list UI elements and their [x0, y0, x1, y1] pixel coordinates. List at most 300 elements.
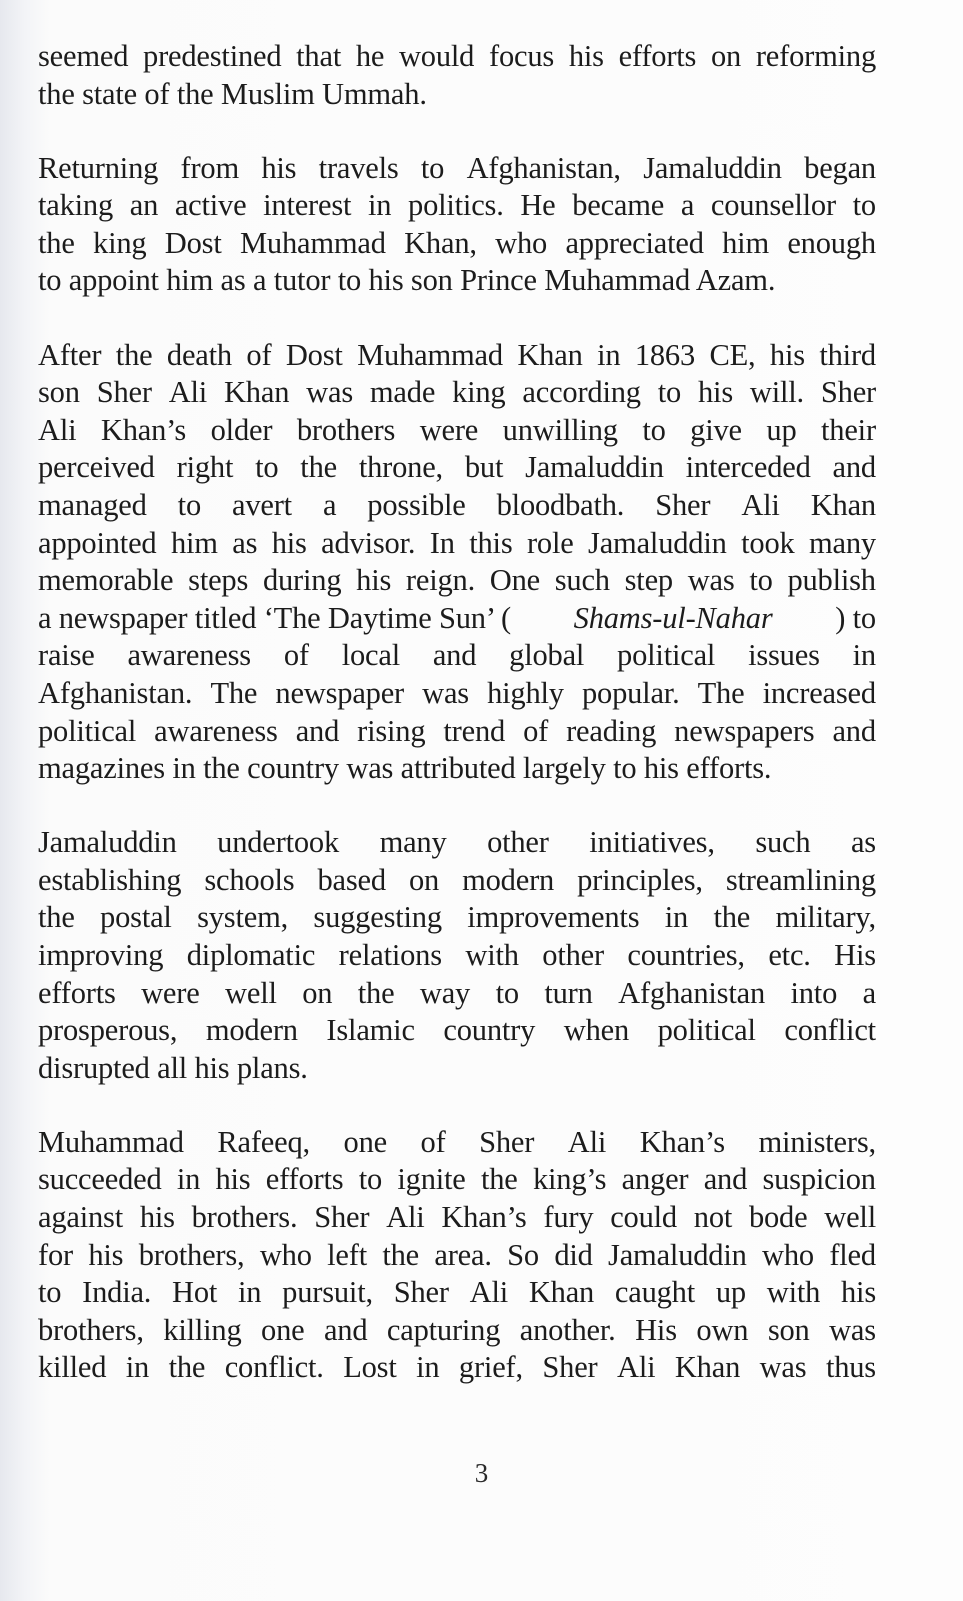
word: Jamaluddin	[38, 825, 177, 860]
text-line	[38, 412, 876, 450]
word: Sher	[655, 487, 711, 522]
word: his	[215, 1162, 251, 1197]
word: focus	[489, 39, 555, 73]
word: avert	[231, 487, 292, 522]
word: the	[300, 450, 337, 485]
word: many	[379, 825, 447, 860]
word: fled	[829, 1237, 876, 1272]
word: relations	[338, 937, 442, 972]
word: an	[129, 188, 159, 223]
word: turn	[544, 975, 593, 1010]
word: Rafeeq,	[217, 1124, 310, 1159]
word: one	[343, 1124, 387, 1159]
word: would	[398, 39, 475, 73]
word: capturing	[386, 1312, 501, 1347]
text-line	[38, 487, 876, 525]
text-line-segment: ) to	[835, 600, 876, 635]
word: brothers.	[191, 1200, 298, 1235]
word: newspapers	[674, 713, 815, 748]
word: ignite	[397, 1162, 466, 1197]
word: Khan,	[404, 225, 477, 260]
word: his	[139, 1200, 175, 1235]
word: initiatives,	[589, 825, 715, 860]
text-line	[38, 937, 876, 975]
word: country	[443, 1013, 536, 1048]
word: based	[317, 862, 386, 897]
word: other	[542, 937, 604, 972]
text-line	[38, 1274, 876, 1312]
word: for	[38, 1237, 73, 1272]
word: his	[841, 1275, 876, 1310]
word: perceived	[38, 450, 155, 485]
page-number: 3	[474, 1458, 489, 1488]
word: left	[327, 1237, 367, 1272]
word: Sher	[314, 1200, 370, 1235]
word: improvements	[467, 900, 640, 935]
word: and	[703, 1162, 748, 1197]
word: during	[262, 563, 342, 598]
word: postal	[100, 900, 172, 935]
word: travels	[318, 150, 399, 185]
word: who	[762, 1237, 814, 1272]
word: a	[322, 487, 337, 522]
word: not	[693, 1200, 733, 1235]
word: the	[382, 1237, 419, 1272]
text-line	[38, 449, 876, 487]
word: with	[465, 937, 519, 972]
word: into	[790, 975, 838, 1010]
word: Jamaluddin	[608, 1237, 747, 1272]
word: Returning	[38, 150, 159, 185]
word: right	[176, 450, 234, 485]
word: to	[177, 487, 201, 522]
word: could	[610, 1200, 677, 1235]
word: improving	[38, 937, 164, 972]
word: that	[296, 39, 342, 73]
word: as	[232, 525, 258, 560]
word: conflict.	[224, 1350, 324, 1385]
word: king	[93, 225, 147, 260]
word: took	[741, 525, 795, 560]
word: local	[341, 638, 400, 673]
word: according	[522, 375, 641, 410]
text-line	[38, 975, 876, 1013]
word: when	[563, 1013, 630, 1048]
word: suggesting	[313, 900, 442, 935]
word: establishing	[38, 862, 182, 897]
word: in	[176, 1162, 201, 1197]
word: made	[369, 375, 436, 410]
text-line	[38, 637, 876, 675]
text-line	[38, 337, 876, 375]
word: principles,	[577, 862, 703, 897]
word: in	[664, 900, 689, 935]
word: their	[821, 412, 876, 447]
word: and	[832, 713, 876, 748]
word: enough	[787, 225, 876, 260]
word: throne,	[358, 450, 443, 485]
word: to	[420, 150, 445, 185]
word: up	[766, 412, 797, 447]
word: Khan’s	[100, 412, 187, 447]
word: His	[834, 937, 876, 972]
word: political	[38, 713, 137, 748]
word: the	[115, 337, 153, 372]
word: in	[238, 1275, 262, 1310]
word: increased	[762, 675, 876, 710]
word: awareness	[127, 638, 251, 673]
word: such	[554, 563, 610, 598]
text-line	[38, 824, 876, 862]
word: began	[804, 150, 876, 185]
word: Muhammad	[38, 1124, 184, 1159]
word: global	[509, 638, 585, 673]
word: modern	[462, 862, 555, 897]
word: Khan	[517, 337, 583, 372]
word: his	[261, 150, 297, 185]
paragraph-4	[38, 824, 876, 1087]
word: Jamaluddin	[525, 450, 664, 485]
word: reforming	[755, 39, 876, 73]
word: other	[487, 825, 549, 860]
word: son	[767, 1312, 810, 1347]
word: one	[261, 1312, 305, 1347]
word: a	[680, 188, 695, 223]
word: his	[88, 1237, 124, 1272]
word: well	[225, 975, 277, 1010]
word: role	[526, 525, 574, 560]
word: memorable	[38, 563, 174, 598]
word: but	[464, 450, 504, 485]
word: this	[469, 525, 513, 560]
word: anger	[621, 1162, 689, 1197]
word: killed	[38, 1350, 107, 1385]
word: own	[696, 1312, 749, 1347]
word: efforts	[618, 39, 697, 73]
word: was	[759, 1350, 807, 1385]
word: against	[38, 1200, 123, 1235]
word: political	[617, 638, 716, 673]
word: Ali	[567, 1124, 607, 1159]
word: was	[422, 675, 469, 710]
text-line	[38, 562, 876, 600]
text-line	[38, 38, 876, 76]
text-line	[38, 675, 876, 713]
word: and	[432, 638, 477, 673]
word: The	[697, 675, 745, 710]
word: on	[710, 39, 742, 73]
text-line-segment: a newspaper titled ‘The Daytime Sun’ (	[38, 600, 511, 635]
word: issues	[748, 638, 820, 673]
word: his	[271, 525, 307, 560]
word: on	[408, 862, 440, 897]
word: interceded	[685, 450, 811, 485]
word: Ali	[617, 1350, 656, 1385]
word: in	[852, 638, 876, 673]
word: brothers	[296, 412, 396, 447]
word: Ali	[469, 1275, 509, 1310]
word: newspaper	[275, 675, 405, 710]
word: appointed	[38, 525, 157, 560]
paragraph-1	[38, 38, 876, 113]
word: Khan	[810, 487, 876, 522]
word: of	[523, 713, 549, 748]
word: system,	[197, 900, 289, 935]
word: many	[809, 525, 876, 560]
word: him	[722, 225, 769, 260]
text-line	[38, 225, 876, 263]
word: on	[302, 975, 333, 1010]
word: Islamic	[326, 1013, 415, 1048]
text-line	[38, 899, 876, 937]
word: king	[452, 375, 506, 410]
word: Jamaluddin	[643, 150, 782, 185]
text-line	[38, 1161, 876, 1199]
word: managed	[38, 487, 147, 522]
word: fury	[543, 1200, 594, 1235]
word: Jamaluddin	[588, 525, 727, 560]
word: diplomatic	[186, 937, 316, 972]
word: to	[358, 1162, 383, 1197]
word: active	[174, 188, 247, 223]
word: from	[180, 150, 240, 185]
word: the	[713, 900, 751, 935]
word: streamlining	[725, 862, 876, 897]
word: Ali	[741, 487, 780, 522]
word: and	[832, 450, 876, 485]
word: to	[642, 412, 666, 447]
word: the	[168, 1350, 206, 1385]
word: grief,	[458, 1350, 523, 1385]
word: Sher	[96, 375, 152, 410]
word: well	[824, 1200, 876, 1235]
word: in	[368, 188, 392, 223]
word: pursuit,	[282, 1275, 373, 1310]
word: Dost	[285, 337, 343, 372]
word: Khan’s	[441, 1200, 527, 1235]
word: interest	[263, 188, 352, 223]
word: and	[295, 713, 340, 748]
text-line-with-italic-title	[38, 600, 876, 638]
word: bode	[748, 1200, 808, 1235]
word: to	[255, 450, 279, 485]
word: He	[520, 188, 556, 223]
word: who	[495, 225, 548, 260]
word: Ali	[386, 1200, 425, 1235]
paragraph-3	[38, 337, 876, 788]
word: Hot	[172, 1275, 218, 1310]
word: was	[687, 563, 735, 598]
word: another.	[519, 1312, 616, 1347]
word: were	[141, 975, 200, 1010]
word: Khan	[674, 1350, 741, 1385]
paragraph-2	[38, 150, 876, 300]
word: son	[38, 375, 80, 410]
word: seemed	[38, 39, 129, 73]
word: in	[597, 337, 621, 372]
word: with	[766, 1275, 821, 1310]
word: Ali	[38, 412, 77, 447]
newspaper-title-italic: Shams-ul-Nahar	[573, 600, 773, 635]
word: the	[357, 975, 395, 1010]
text-line	[38, 150, 876, 188]
word: After	[38, 337, 102, 372]
book-page-body	[38, 38, 876, 1424]
word: will.	[749, 375, 804, 410]
word: taking	[38, 188, 114, 223]
word: in	[125, 1350, 150, 1385]
word: political	[657, 1013, 756, 1048]
text-line: disrupted all his plans.	[38, 1050, 308, 1085]
word: raise	[38, 638, 95, 673]
word: was	[306, 375, 353, 410]
word: to	[852, 188, 876, 223]
word: to	[495, 975, 519, 1010]
text-line	[38, 1237, 876, 1275]
word: Afghanistan	[618, 975, 766, 1010]
word: etc.	[768, 937, 811, 972]
word: countries,	[627, 937, 745, 972]
word: So	[507, 1237, 539, 1272]
word: Khan	[528, 1275, 595, 1310]
word: advisor.	[321, 525, 416, 560]
word: India.	[82, 1275, 152, 1310]
word: to	[38, 1275, 62, 1310]
text-line	[38, 862, 876, 900]
word: popular.	[581, 675, 680, 710]
word: give	[690, 412, 742, 447]
word: to	[657, 375, 682, 410]
word: thus	[825, 1350, 876, 1385]
word: his	[568, 39, 604, 73]
word: did	[554, 1237, 593, 1272]
word: reading	[566, 713, 657, 748]
word: the	[38, 900, 75, 935]
word: the	[38, 225, 75, 260]
word: Muhammad	[239, 225, 386, 260]
word: of	[420, 1124, 446, 1159]
word: Afghanistan.	[38, 675, 193, 710]
word: One	[489, 563, 540, 598]
text-line: the state of the Muslim Ummah.	[38, 76, 427, 111]
word: brothers,	[138, 1237, 245, 1272]
word: a	[862, 975, 876, 1010]
word: king’s	[532, 1162, 607, 1197]
word: conflict	[784, 1013, 876, 1048]
paragraph-5	[38, 1124, 876, 1387]
word: prosperous,	[38, 1013, 178, 1048]
word: were	[419, 412, 479, 447]
word: 1863	[634, 337, 696, 372]
word: Ali	[168, 375, 208, 410]
text-line	[38, 1124, 876, 1162]
word: older	[210, 412, 273, 447]
word: predestined	[143, 39, 282, 73]
word: trend	[443, 713, 506, 748]
word: bloodbath.	[496, 487, 625, 522]
word: possible	[367, 487, 466, 522]
word: highly	[487, 675, 564, 710]
word: area.	[434, 1237, 492, 1272]
word: steps	[188, 563, 249, 598]
word: brothers,	[38, 1312, 144, 1347]
word: in	[416, 1350, 440, 1385]
text-line: to appoint him as a tutor to his son Prince Muhammad Azam.	[38, 263, 776, 298]
text-line	[38, 1012, 876, 1050]
text-line	[38, 187, 876, 225]
word: Khan’s	[639, 1124, 725, 1159]
word: and	[323, 1312, 368, 1347]
word: The	[210, 675, 258, 710]
word: rising	[357, 713, 426, 748]
word: his	[769, 337, 805, 372]
word: of	[283, 638, 309, 673]
word: suspicion	[762, 1162, 876, 1197]
text-line: magazines in the country was attributed largely to his efforts.	[38, 751, 772, 786]
word: the	[480, 1162, 518, 1197]
word: military,	[775, 900, 876, 935]
word: caught	[614, 1275, 696, 1310]
word: Lost	[343, 1350, 397, 1385]
word: schools	[204, 862, 295, 897]
word: he	[355, 39, 385, 73]
word: to	[749, 563, 773, 598]
word: CE,	[709, 337, 756, 372]
word: step	[624, 563, 673, 598]
word: publish	[787, 563, 876, 598]
word: was	[829, 1312, 876, 1347]
word: killing	[163, 1312, 242, 1347]
word: politics.	[408, 188, 504, 223]
word: In	[429, 525, 455, 560]
word: Sher	[820, 375, 876, 410]
text-line	[38, 713, 876, 751]
text-line	[38, 1349, 876, 1387]
word: ministers,	[758, 1124, 876, 1159]
word: undertook	[217, 825, 340, 860]
text-line	[38, 1199, 876, 1237]
word: way	[419, 975, 471, 1010]
word: Afghanistan,	[466, 150, 621, 185]
word: efforts	[38, 975, 116, 1010]
word: Dost	[164, 225, 222, 260]
word: succeeded	[38, 1162, 162, 1197]
word: His	[635, 1312, 677, 1347]
word: Muhammad	[357, 337, 503, 372]
text-line	[38, 374, 876, 412]
word: as	[850, 825, 876, 860]
word: efforts	[265, 1162, 344, 1197]
word: his	[356, 563, 392, 598]
word: modern	[205, 1013, 298, 1048]
word: death	[166, 337, 232, 372]
word: of	[246, 337, 272, 372]
word: unwilling	[502, 412, 618, 447]
word: Sher	[393, 1275, 449, 1310]
text-line	[38, 525, 876, 563]
text-line	[38, 1312, 876, 1350]
word: Sher	[542, 1350, 598, 1385]
word: who	[259, 1237, 312, 1272]
word: up	[715, 1275, 746, 1310]
word: his	[698, 375, 733, 410]
word: third	[819, 337, 876, 372]
word: became	[572, 188, 665, 223]
word: him	[170, 525, 218, 560]
word: reign.	[405, 563, 475, 598]
word: Sher	[479, 1124, 535, 1159]
word: such	[755, 825, 811, 860]
